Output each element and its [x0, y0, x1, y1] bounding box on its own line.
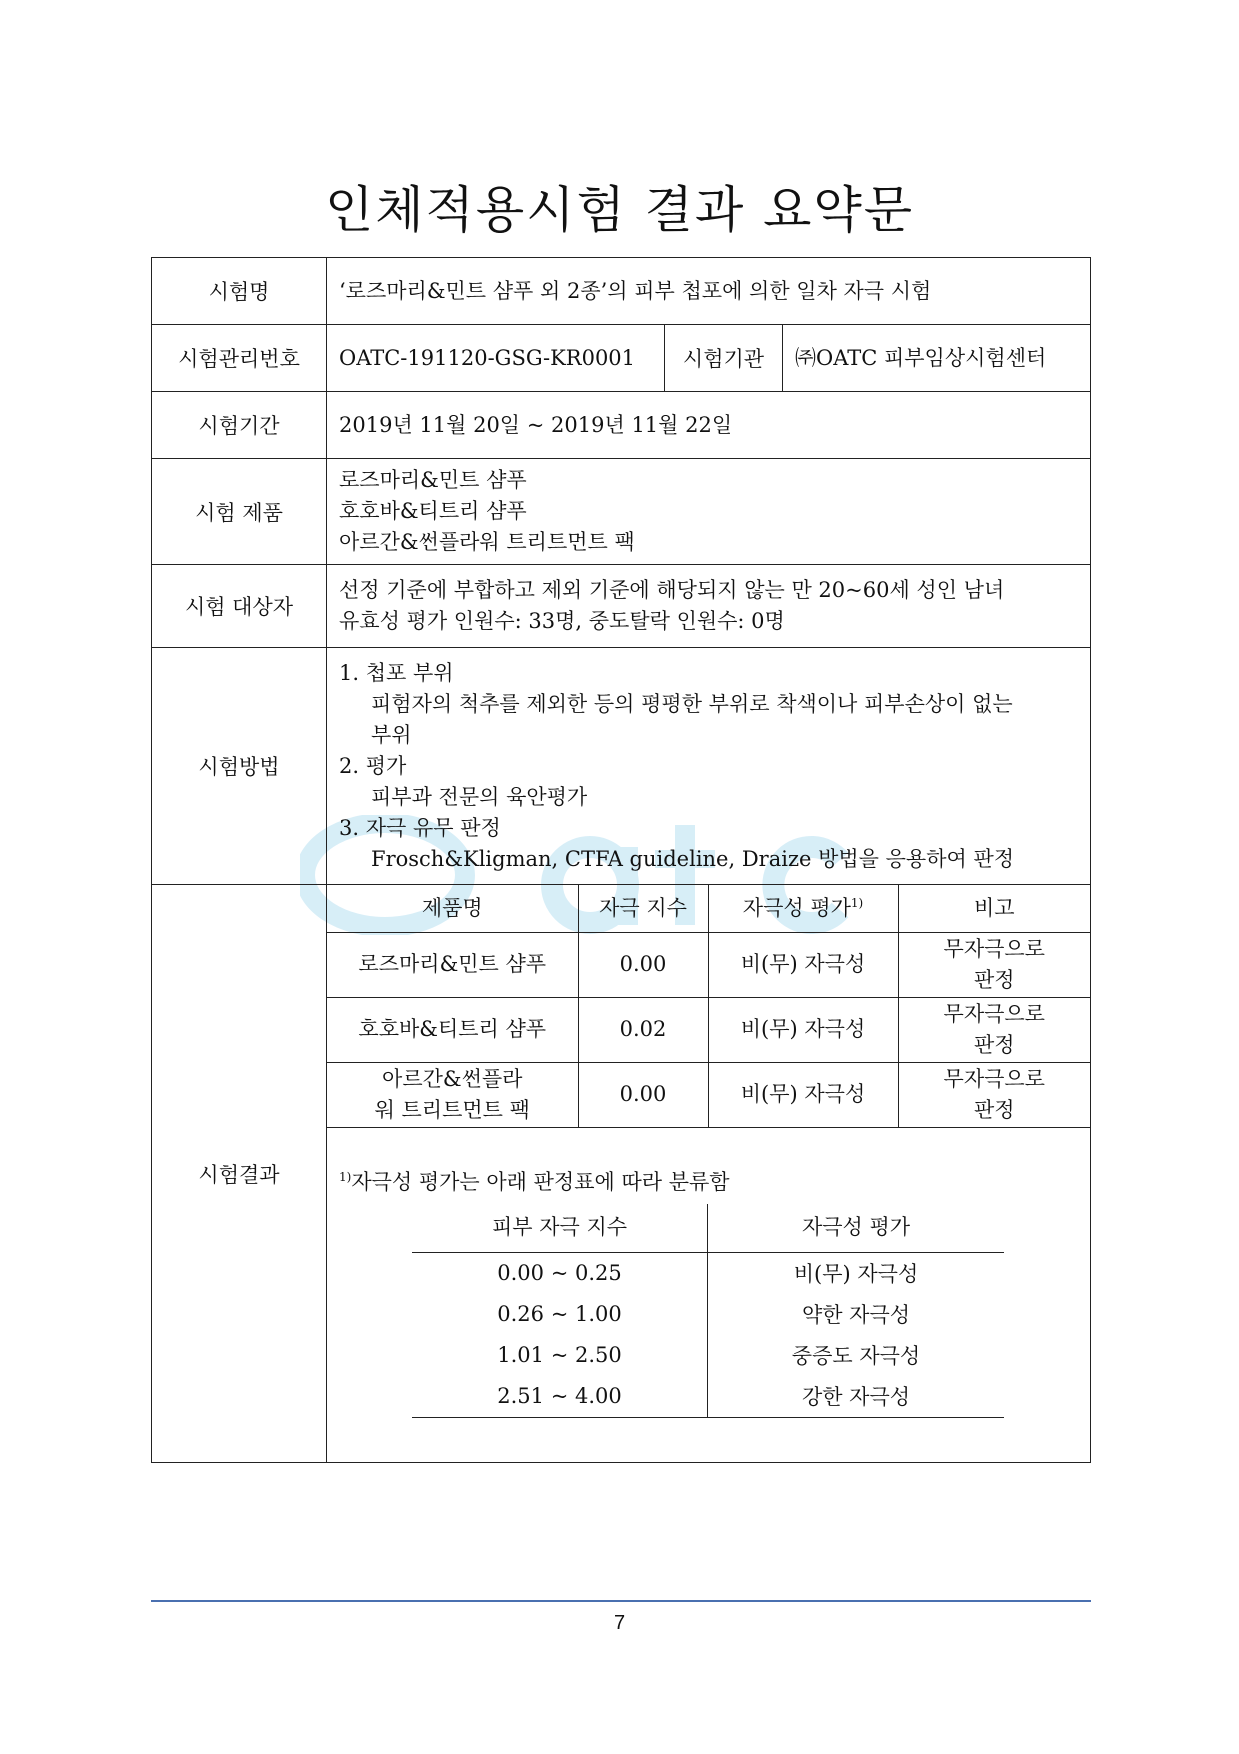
- cell-note: [898, 932, 1090, 997]
- cell-index: 0.00: [578, 1062, 708, 1127]
- cell-product: 로즈마리&민트 샴푸: [327, 932, 578, 997]
- scale-range: 0.00 ~ 0.25: [412, 1252, 708, 1294]
- management-no-value: OATC-191120-GSG-KR0001: [327, 325, 665, 392]
- scale-eval: 강한 자극성: [708, 1376, 1005, 1418]
- cell-eval: 비(무) 자극성: [708, 932, 898, 997]
- cell-note: [898, 997, 1090, 1062]
- method-item-detail: 피부과 전문의 육안평가: [371, 784, 588, 809]
- table-row: [327, 1062, 1090, 1127]
- scale-header-row: [412, 1204, 1004, 1253]
- row-management-no: [152, 325, 1091, 392]
- row-products: [152, 459, 1091, 565]
- method-item-detail: 피험자의 척추를 제외한 등의 평평한 부위로 착색이나 피부손상이 없는: [371, 691, 1013, 716]
- row-method: [152, 648, 1091, 885]
- period-value: 2019년 11월 20일 ~ 2019년 11월 22일: [327, 392, 1091, 459]
- scale-range: 0.26 ~ 1.00: [412, 1294, 708, 1335]
- header-eval-text: 자극성 평가: [742, 895, 851, 920]
- results-label: 시험결과: [152, 885, 327, 1463]
- row-subjects: [152, 565, 1091, 648]
- organization-label: 시험기관: [665, 325, 783, 392]
- summary-table: [151, 257, 1091, 1463]
- management-no-label: 시험관리번호: [152, 325, 327, 392]
- period-label: 시험기간: [152, 392, 327, 459]
- footer-divider: [151, 1600, 1091, 1602]
- footnote-marker: 1): [850, 895, 864, 910]
- table-row: [327, 997, 1090, 1062]
- results-content: [327, 885, 1091, 1463]
- scale-row: [412, 1294, 1004, 1335]
- scale-header-eval: 자극성 평가: [708, 1204, 1005, 1253]
- method-item-detail: Frosch&Kligman, CTFA guideline, Draize 방법을 응용하여 판정: [371, 846, 1015, 871]
- scale-eval: 중증도 자극성: [791, 1344, 921, 1368]
- cell-eval: 비(무) 자극성: [708, 997, 898, 1062]
- header-note: 비고: [898, 885, 1090, 932]
- cell-product: [327, 1062, 578, 1127]
- scale-row: [412, 1376, 1004, 1418]
- cell-index: 0.02: [578, 997, 708, 1062]
- scale-eval: 비(무) 자극성: [793, 1262, 919, 1286]
- cell-index: 0.00: [578, 932, 708, 997]
- page-number: 7: [613, 1612, 626, 1634]
- header-product: 제품명: [327, 885, 578, 932]
- method-item-heading: 3. 자극 유무 판정: [339, 815, 501, 840]
- scale-header-range: 피부 자극 지수: [412, 1204, 708, 1253]
- header-eval: [708, 885, 898, 932]
- row-test-name: [152, 258, 1091, 325]
- note-text: 무자극으로 판정: [943, 1001, 1045, 1057]
- products-label: 시험 제품: [152, 459, 327, 565]
- row-results: [152, 885, 1091, 1463]
- method-item-detail: 부위: [371, 722, 412, 747]
- table-row: [327, 932, 1090, 997]
- method-item-heading: 2. 평가: [339, 753, 407, 778]
- subjects-criteria: 선정 기준에 부합하고 제외 기준에 해당되지 않는 만 20~60세 성인 남녀: [339, 578, 1005, 602]
- subjects-count: 유효성 평가 인원수: 33명, 중도탈락 인원수: 0명: [339, 609, 785, 633]
- header-index: 자극 지수: [578, 885, 708, 932]
- footnote-number: 1): [339, 1169, 352, 1184]
- method-label: 시험방법: [152, 648, 327, 885]
- product-item: 호호바&티트리 샴푸: [339, 499, 527, 523]
- product-text: 아르간&썬플라워 트리트먼트 팩: [374, 1066, 530, 1122]
- test-name-value: ‘로즈마리&민트 샴푸 외 2종’의 피부 첩포에 의한 일차 자극 시험: [327, 258, 1091, 325]
- cell-product: 호호바&티트리 샴푸: [327, 997, 578, 1062]
- method-item-heading: 1. 첩포 부위: [339, 660, 454, 685]
- note-text: 무자극으로 판정: [943, 936, 1045, 992]
- footnote: [339, 1166, 1090, 1196]
- cell-note: [898, 1062, 1090, 1127]
- products-list: [327, 459, 1091, 565]
- product-item: 아르간&썬플라워 트리트먼트 팩: [339, 530, 635, 554]
- scale-range: 2.51 ~ 4.00: [412, 1376, 708, 1418]
- subjects-value: [327, 565, 1091, 648]
- cell-eval: 비(무) 자극성: [708, 1062, 898, 1127]
- results-table: [327, 885, 1090, 1128]
- row-period: [152, 392, 1091, 459]
- results-header-row: [327, 885, 1090, 932]
- page-title: 인체적용시험 결과 요약문: [324, 181, 915, 239]
- organization-value: ㈜OATC 피부임상시험센터: [783, 325, 1091, 392]
- note-text: 무자극으로 판정: [943, 1066, 1045, 1122]
- scale-row: [412, 1335, 1004, 1376]
- scale-row: [412, 1252, 1004, 1294]
- test-name-label: 시험명: [152, 258, 327, 325]
- subjects-label: 시험 대상자: [152, 565, 327, 648]
- product-item: 로즈마리&민트 샴푸: [339, 468, 527, 492]
- scale-eval: 약한 자극성: [801, 1303, 911, 1327]
- scale-range: 1.01 ~ 2.50: [412, 1335, 708, 1376]
- method-list: [327, 648, 1091, 885]
- footnote-text: 자극성 평가는 아래 판정표에 따라 분류함: [351, 1169, 730, 1194]
- irritation-scale-table: [412, 1204, 1004, 1418]
